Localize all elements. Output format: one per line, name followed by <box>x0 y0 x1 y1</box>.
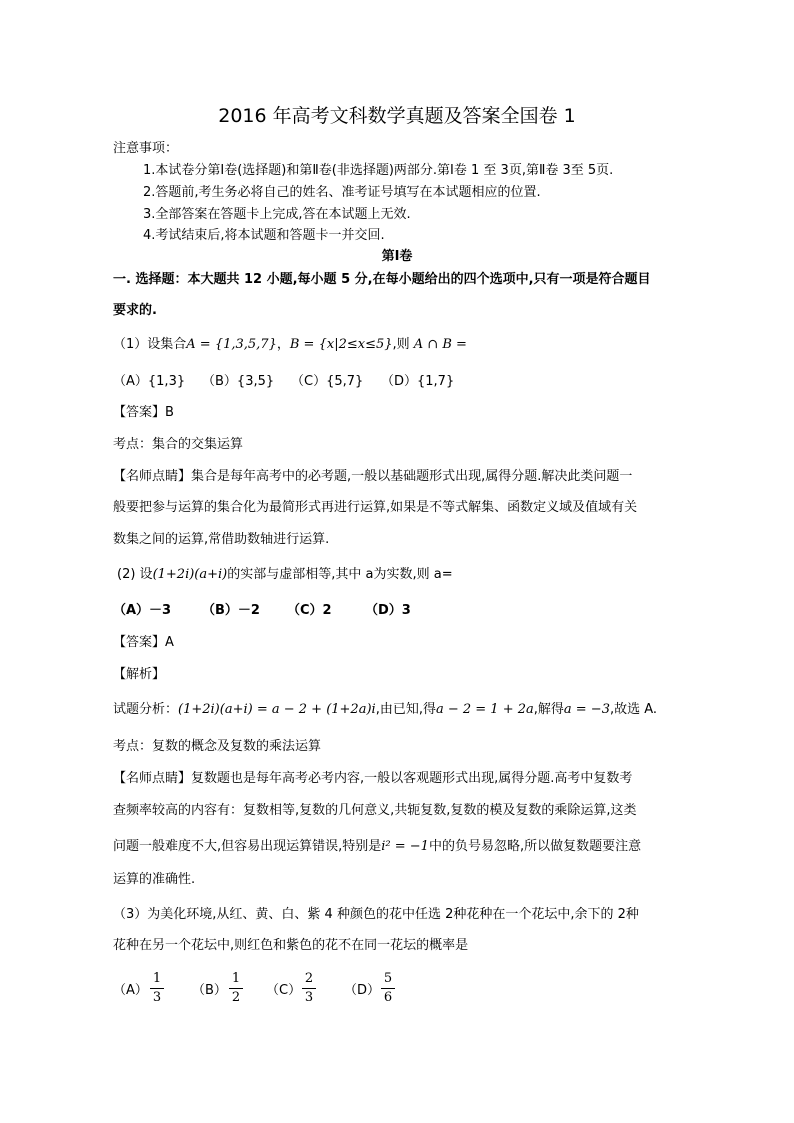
q2-comment-line3-suffix: 中的负号易忽略,所以做复数题要注意 <box>428 839 642 854</box>
q3-option-d-numerator: 5 <box>383 971 393 986</box>
q2-comment-line3-expr: i² = −1 <box>381 839 429 854</box>
section-heading-line2: 要求的. <box>113 303 157 318</box>
q3-option-b-denominator: 2 <box>231 990 241 1005</box>
q2-analysis-mid2: ,解得 <box>533 702 564 717</box>
q2-comment-line1: 【名师点睛】复数题也是每年高考必考内容,一般以客观题形式出现,属得分题.高考中复数考 <box>113 771 633 786</box>
q1-option-c: （C）{5,7} <box>291 374 364 389</box>
q2-analysis-prefix: 试题分析： <box>113 702 179 717</box>
q2-comment-line3-prefix: 问题一般难度不大,但容易出现运算错误,特别是 <box>113 839 382 854</box>
q3-option-b-numerator: 1 <box>231 971 241 986</box>
q3-option-a-numerator: 1 <box>152 971 162 986</box>
notes-heading: 注意事项： <box>113 141 179 156</box>
q2-option-d: （D）3 <box>365 603 411 618</box>
q1-answer: 【答案】B <box>113 405 174 420</box>
q3-option-c-numerator: 2 <box>304 971 314 986</box>
q1-expr: A ∩ B = <box>413 337 467 352</box>
q1-set-a: A = {1,3,5,7} <box>186 337 277 352</box>
q1-sep: ， <box>276 337 290 352</box>
q3-option-a-denominator: 3 <box>152 990 162 1005</box>
q2-analysis-mid1: ,由已知,得 <box>375 702 436 717</box>
q1-stem-suffix: ,则 <box>392 337 410 352</box>
q2-analysis-expr3: a = −3 <box>563 702 610 717</box>
fraction-bar <box>302 988 316 989</box>
q3-option-d-label: （D） <box>344 983 381 998</box>
q2-stem-prefix: (2) 设 <box>117 567 153 582</box>
note-item-3: 3.全部答案在答题卡上完成,答在本试题上无效. <box>143 207 411 222</box>
note-item-1: 1.本试卷分第Ⅰ卷(选择题)和第Ⅱ卷(非选择题)两部分.第Ⅰ卷 1 至 3页,第Ⅱ卷 3至 5页. <box>143 163 614 178</box>
q2-analysis-expr1: (1+2i)(a+i) = a − 2 + (1+2a)i <box>178 702 376 717</box>
fraction-bar <box>150 988 164 989</box>
q3-option-c-label: （C） <box>266 983 302 998</box>
q1-option-a: （A）{1,3} <box>113 374 186 389</box>
note-item-2: 2.答题前,考生务必将自己的姓名、准考证号填写在本试题相应的位置. <box>143 185 541 200</box>
q3-option-d-fraction <box>381 971 395 1006</box>
q1-topic: 考点：集合的交集运算 <box>113 437 244 452</box>
q1-set-b: B = {x|2≤x≤5} <box>289 337 393 352</box>
volume-title: 第Ⅰ卷 <box>381 249 413 264</box>
q1-comment-line2: 般要把参与运算的集合化为最简形式再进行运算,如果是不等式解集、函数定义域及值域有关 <box>113 500 638 515</box>
q2-stem-suffix: 的实部与虚部相等,其中 a为实数,则 a= <box>227 567 453 582</box>
q3-option-b-label: （B） <box>192 983 227 998</box>
q2-analysis <box>113 701 657 719</box>
q2-option-c: （C）2 <box>287 603 332 618</box>
q2-expr: (1+2i)(a+i) <box>152 567 228 582</box>
q2-stem <box>117 566 453 584</box>
q2-analysis-expr2: a − 2 = 1 + 2a <box>435 702 534 717</box>
fraction-bar <box>381 988 395 989</box>
q3-option-d-denominator: 6 <box>383 990 393 1005</box>
q1-comment-line1: 【名师点睛】集合是每年高考中的必考题,一般以基础题形式出现,属得分题.解决此类问题一 <box>113 469 633 484</box>
q1-stem <box>113 336 467 354</box>
section-heading-line1: 一. 选择题：本大题共 12 小题,每小题 5 分,在每小题给出的四个选项中,只有一项是符合题目 <box>113 272 651 287</box>
fraction-bar <box>229 988 243 989</box>
q2-analysis-suffix: ,故选 A. <box>609 702 658 717</box>
q2-option-a: （A）－3 <box>113 603 172 618</box>
q3-option-c-denominator: 3 <box>304 990 314 1005</box>
q3-stem-line2: 花种在另一个花坛中,则红色和紫色的花不在同一花坛的概率是 <box>113 938 469 953</box>
q2-topic: 考点：复数的概念及复数的乘法运算 <box>113 739 322 754</box>
q1-stem-prefix: （1）设集合 <box>113 337 187 352</box>
q3-option-a-fraction <box>150 971 164 1006</box>
q1-option-d: （D）{1,7} <box>381 374 455 389</box>
note-item-4: 4.考试结束后,将本试题和答题卡一并交回. <box>143 228 385 243</box>
q2-comment-line3 <box>113 838 641 856</box>
q2-option-b: （B）－2 <box>202 603 260 618</box>
q3-option-c-fraction <box>302 971 316 1006</box>
page-title: 2016 年高考文科数学真题及答案全国卷 1 <box>218 105 576 127</box>
q1-comment-line3: 数集之间的运算,常借助数轴进行运算. <box>113 532 330 547</box>
q1-option-b: （B）{3,5} <box>202 374 275 389</box>
q2-comment-line4: 运算的准确性. <box>113 872 196 887</box>
q3-option-a-label: （A） <box>113 983 148 998</box>
q2-comment-line2: 查频率较高的内容有：复数相等,复数的几何意义,共轭复数,复数的模及复数的乘除运算,这类 <box>113 803 637 818</box>
q2-analysis-label: 【解析】 <box>113 667 166 682</box>
q3-option-b-fraction <box>229 971 243 1006</box>
q2-answer: 【答案】A <box>113 635 174 650</box>
q3-stem-line1: （3）为美化环境,从红、黄、白、紫 4 种颜色的花中任选 2种花种在一个花坛中,余下的 2种 <box>113 907 639 922</box>
